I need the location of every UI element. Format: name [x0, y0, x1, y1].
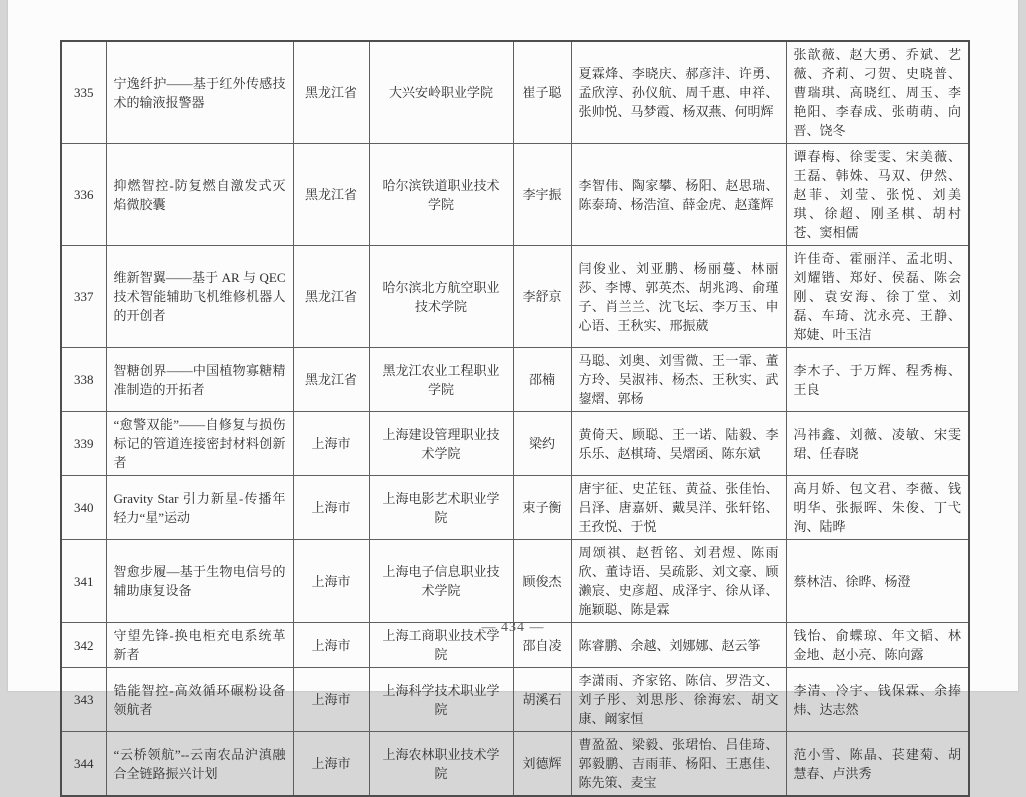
project-cell: Gravity Star 引力新星-传播年轻力“星”运动	[106, 476, 293, 540]
rank-cell: 343	[61, 668, 106, 732]
rank-cell: 344	[61, 732, 106, 797]
teachers-cell: 许佳奇、霍丽洋、孟北明、刘耀锴、郑好、侯磊、陈会刚、袁安海、徐丁堂、刘磊、车琦、沈永亮、王静、郑婕、叶玉洁	[786, 246, 969, 348]
members-cell: 马聪、刘奥、刘雪微、王一霏、董方玲、吴淑祎、杨杰、王秋实、武鋆熠、郭杨	[571, 348, 786, 412]
institution-cell: 哈尔滨北方航空职业技术学院	[369, 246, 513, 348]
province-cell: 上海市	[293, 668, 369, 732]
rank-cell: 340	[61, 476, 106, 540]
province-cell: 黑龙江省	[293, 348, 369, 412]
leader-cell: 崔子聪	[513, 41, 571, 144]
province-cell: 黑龙江省	[293, 144, 369, 246]
teachers-cell: 李清、冷宇、钱保霖、余捧炜、达志然	[786, 668, 969, 732]
members-cell: 夏霖烽、李晓庆、郝彦沣、许勇、孟欣淳、孙仪航、周千惠、申祥、张帅悦、马梦霞、杨双燕、何明辉	[571, 41, 786, 144]
project-cell: “愈警双能”——自修复与损伤标记的管道连接密封材料创新者	[106, 412, 293, 476]
teachers-cell: 谭春梅、徐雯雯、宋美薇、王磊、韩姝、马双、伊然、赵菲、刘莹、张悦、刘美琪、徐超、刚圣棋、胡村苍、窦相儒	[786, 144, 969, 246]
teachers-cell: 钱怡、俞蝶琼、年文韬、林金地、赵小亮、陈向露	[786, 623, 969, 668]
leader-cell: 刘德辉	[513, 732, 571, 797]
project-cell: 智糖创界——中国植物寡糖精准制造的开拓者	[106, 348, 293, 412]
table-row	[61, 41, 969, 144]
document-page	[8, 0, 1018, 790]
project-cell: 抑燃智控-防复燃自激发式灭焰微胶囊	[106, 144, 293, 246]
institution-cell: 上海建设管理职业技术学院	[369, 412, 513, 476]
institution-cell: 上海工商职业技术学院	[369, 623, 513, 668]
table-row	[61, 668, 969, 732]
members-cell: 闫俊业、刘亚鹏、杨丽蔓、林丽莎、李博、郭英杰、胡兆鸿、俞瑾子、肖兰兰、沈飞坛、李万玉、申心语、王秋实、邢振葳	[571, 246, 786, 348]
members-cell: 李潇雨、齐家铭、陈信、罗浩文、刘子彤、刘思彤、徐海宏、胡文康、阚家恒	[571, 668, 786, 732]
province-cell: 上海市	[293, 412, 369, 476]
project-cell: 维新智翼——基于 AR 与 QEC 技术智能辅助飞机维修机器人的开创者	[106, 246, 293, 348]
province-cell: 上海市	[293, 732, 369, 797]
table-row	[61, 732, 969, 797]
table-row	[61, 144, 969, 246]
leader-cell: 邵楠	[513, 348, 571, 412]
table-row	[61, 412, 969, 476]
members-cell: 黄倚天、顾聪、王一诺、陆毅、李乐乐、赵棋琦、吴熠函、陈东斌	[571, 412, 786, 476]
leader-cell: 邵自凌	[513, 623, 571, 668]
table-row	[61, 348, 969, 412]
province-cell: 上海市	[293, 476, 369, 540]
institution-cell: 上海科学技术职业学院	[369, 668, 513, 732]
table-row	[61, 540, 969, 623]
province-cell: 上海市	[293, 623, 369, 668]
leader-cell: 李宇振	[513, 144, 571, 246]
project-cell: “云桥领航”--云南农品沪滇融合全链路振兴计划	[106, 732, 293, 797]
teachers-cell: 李木子、于万辉、程秀梅、王良	[786, 348, 969, 412]
leader-cell: 李舒京	[513, 246, 571, 348]
institution-cell: 上海农林职业技术学院	[369, 732, 513, 797]
members-cell: 陈睿鹏、余越、刘娜娜、赵云筝	[571, 623, 786, 668]
rank-cell: 336	[61, 144, 106, 246]
province-cell: 上海市	[293, 540, 369, 623]
rank-cell: 339	[61, 412, 106, 476]
institution-cell: 上海电子信息职业技术学院	[369, 540, 513, 623]
project-cell: 锆能智控-高效循环碾粉设备领航者	[106, 668, 293, 732]
institution-cell: 上海电影艺术职业学院	[369, 476, 513, 540]
teachers-cell: 范小雪、陈晶、苌建菊、胡慧春、卢洪秀	[786, 732, 969, 797]
institution-cell: 大兴安岭职业学院	[369, 41, 513, 144]
members-cell: 周颂祺、赵哲铭、刘君煜、陈雨欣、董诗语、吴疏影、刘文豪、顾濑宸、史彦超、成泽宇、徐从译、施颖聪、陈是霖	[571, 540, 786, 623]
table-row	[61, 246, 969, 348]
rank-cell: 335	[61, 41, 106, 144]
leader-cell: 顾俊杰	[513, 540, 571, 623]
rank-cell: 338	[61, 348, 106, 412]
project-cell: 宁逸纤护——基于红外传感技术的输液报警器	[106, 41, 293, 144]
teachers-cell: 高月娇、包文君、李薇、钱明华、张振晖、朱俊、丁弋洵、陆晔	[786, 476, 969, 540]
members-cell: 曹盈盈、梁毅、张珺怡、吕佳琦、郭毅鹏、吉雨菲、杨阳、王惠佳、陈先策、麦宝	[571, 732, 786, 797]
leader-cell: 梁约	[513, 412, 571, 476]
teachers-cell: 冯祎鑫、刘薇、凌敏、宋雯珺、任春晓	[786, 412, 969, 476]
leader-cell: 束子衡	[513, 476, 571, 540]
rank-cell: 337	[61, 246, 106, 348]
leader-cell: 胡溪石	[513, 668, 571, 732]
project-cell: 智愈步履—基于生物电信号的辅助康复设备	[106, 540, 293, 623]
province-cell: 黑龙江省	[293, 246, 369, 348]
institution-cell: 哈尔滨铁道职业技术学院	[369, 144, 513, 246]
province-cell: 黑龙江省	[293, 41, 369, 144]
rank-cell: 341	[61, 540, 106, 623]
institution-cell: 黑龙江农业工程职业学院	[369, 348, 513, 412]
table-row	[61, 476, 969, 540]
members-cell: 唐宇征、史芷钰、黄益、张佳怡、吕泽、唐嘉妍、戴昊洋、张轩铭、王孜悦、于悦	[571, 476, 786, 540]
results-table	[60, 40, 970, 797]
members-cell: 李智伟、陶家攀、杨阳、赵思瑞、陈泰琦、杨浩渲、薛金虎、赵蓬辉	[571, 144, 786, 246]
teachers-cell: 张歆薇、赵大勇、乔斌、艺薇、齐莉、刁贺、史晓普、曹瑞琪、高晓红、周玉、李艳阳、李春成、张萌萌、向晋、饶冬	[786, 41, 969, 144]
project-cell: 守望先锋-换电柜充电系统革新者	[106, 623, 293, 668]
results-table-body	[61, 41, 969, 796]
page-number: — 434 —	[481, 620, 545, 635]
teachers-cell: 蔡林洁、徐晔、杨澄	[786, 540, 969, 623]
rank-cell: 342	[61, 623, 106, 668]
